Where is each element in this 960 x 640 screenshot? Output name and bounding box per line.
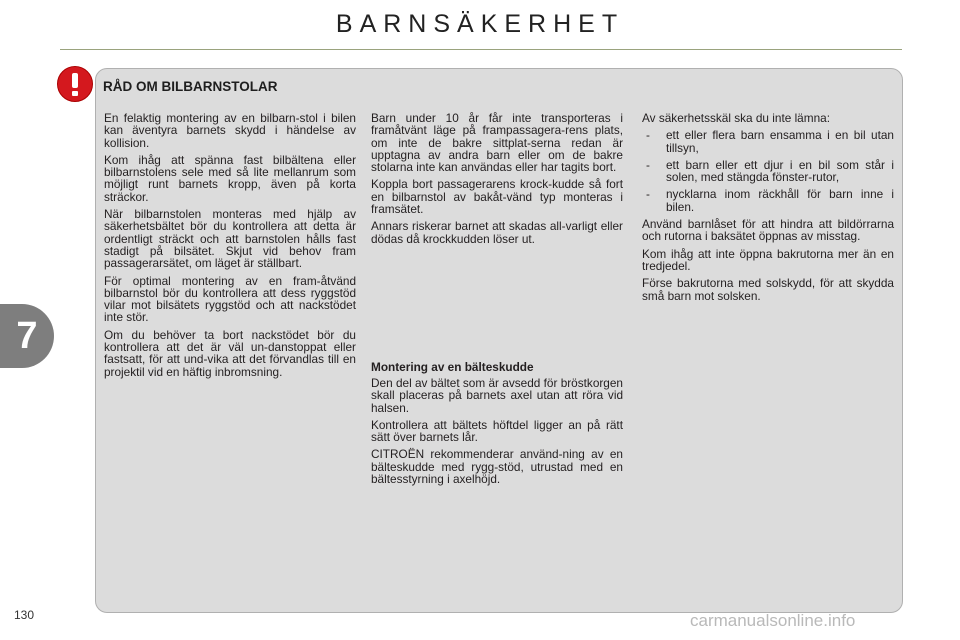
paragraph: För optimal montering av en fram-åtvänd bilbarnstol bör du kontrollera att dess ryggstöd vilar mot bilsätets ryggstöd och att nackstödet inte stör.	[104, 273, 356, 325]
paragraph: Annars riskerar barnet att skadas all-varligt eller dödas då krockkudden löser ut.	[371, 219, 623, 246]
dash-marker: -	[646, 128, 650, 143]
page-title: BARNSÄKERHET	[335, 10, 625, 38]
paragraph: Använd barnlåset för att hindra att bildörrarna och rutorna i baksätet öppnas av misstag.	[642, 217, 894, 244]
subheading: Montering av en bälteskudde	[371, 360, 534, 374]
column-2-lower	[371, 377, 623, 490]
paragraph: Koppla bort passagerarens krock-kudde så fort en bilbarnstol av bakåt-vänd typ monteras i framsätet.	[371, 177, 623, 217]
paragraph: Kom ihåg att spänna fast bilbältena eller bilbarnstolens sele med så lite mellanrum som möjligt runt barnets kropp, även på korta sträckor.	[104, 152, 356, 204]
list-item: - ett barn eller ett djur i en bil som står i solen, med stängda fönster-rutor,	[646, 157, 894, 185]
page-number: 130	[14, 608, 35, 622]
paragraph: När bilbarnstolen monteras med hjälp av säkerhetsbältet bör du kontrollera att detta är ordentligt sträckt och att barnstolen hålls fast stadigt på bilsätet. Skjut vid behov fram passagerarsätet, om läget är ställbart.	[104, 207, 356, 271]
paragraph: Förse bakrutorna med solskydd, för att skydda små barn mot solsken.	[642, 276, 894, 303]
paragraph: En felaktig montering av en bilbarn-stol i bilen kan äventyra barnets skydd i händelse av kollision.	[104, 111, 356, 150]
dash-marker: -	[646, 187, 650, 202]
title-divider	[60, 49, 902, 50]
warning-icon	[57, 66, 93, 102]
dash-marker: -	[646, 157, 650, 172]
paragraph: Barn under 10 år får inte transporteras i framåtvänt läge på frampassagera-rens plats, om inte de bakre sittplat-serna redan är upptagna av andra barn eller om de bakre stolarna inte kan användas eller har tagits bort.	[371, 111, 623, 175]
list-item: - nycklarna inom räckhåll för barn inne i bilen.	[646, 187, 894, 214]
paragraph: Om du behöver ta bort nackstödet bör du kontrollera att det är väl un-danstoppat eller fastsatt, för att und-vika att det förvandlas till en projektil vid en häftig inbromsning.	[104, 327, 356, 379]
paragraph: CITROËN rekommenderar använd-ning av en bälteskudde med rygg-stöd, utrustad med en bältesstyrning i axelhöjd.	[371, 447, 623, 487]
section-title: RÅD OM BILBARNSTOLAR	[103, 79, 278, 94]
column-2	[371, 112, 623, 250]
column-1	[104, 112, 356, 383]
list-intro: Av säkerhetsskäl ska du inte lämna:	[642, 111, 830, 125]
chapter-tab: 7	[0, 304, 54, 368]
watermark: carmanualsonline.info	[690, 611, 856, 630]
list-item: - ett eller flera barn ensamma i en bil utan tillsyn,	[646, 128, 894, 155]
column-3	[642, 112, 894, 307]
paragraph: Kom ihåg att inte öppna bakrutorna mer än en tredjedel.	[642, 246, 894, 273]
paragraph: Kontrollera att bältets höftdel ligger an på rätt sätt över barnets lår.	[371, 417, 623, 445]
paragraph: Den del av bältet som är avsedd för bröstkorgen skall placeras på barnets axel utan att röra vid halsen.	[371, 376, 623, 415]
